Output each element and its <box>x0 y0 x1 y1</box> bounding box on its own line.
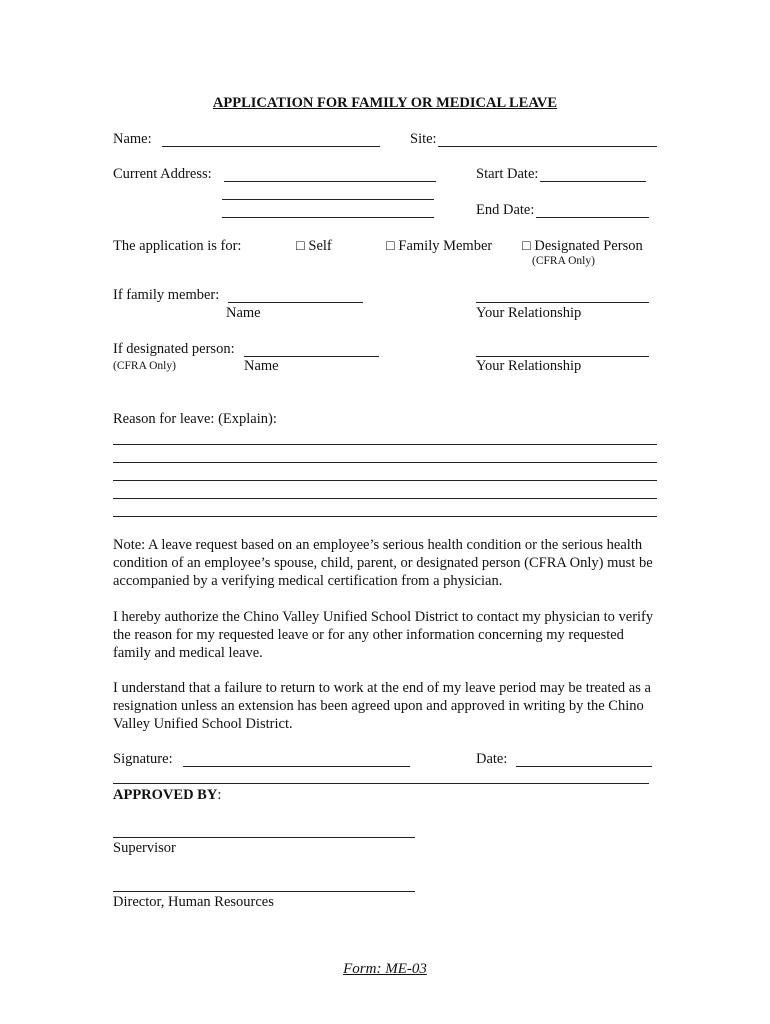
end-date-field[interactable] <box>536 217 649 218</box>
approved-by-colon: : <box>217 787 222 803</box>
name-field[interactable] <box>162 146 380 147</box>
designated-cfra-note: (CFRA Only) <box>113 360 176 372</box>
name-label: Name: <box>113 131 152 147</box>
approved-by-heading <box>113 788 221 803</box>
director-signature-line[interactable] <box>113 891 415 892</box>
reason-line[interactable] <box>113 516 657 517</box>
checkbox-icon[interactable]: □ <box>386 238 395 254</box>
checkbox-icon[interactable]: □ <box>296 238 305 254</box>
director-caption: Director, Human Resources <box>113 894 274 910</box>
family-member-name-caption: Name <box>226 305 261 321</box>
reason-line[interactable] <box>113 480 657 481</box>
option-family-member[interactable] <box>386 239 492 254</box>
reason-label: Reason for leave: (Explain): <box>113 411 277 427</box>
reason-line[interactable] <box>113 462 657 463</box>
reason-line[interactable] <box>113 498 657 499</box>
checkbox-icon[interactable]: □ <box>522 238 531 254</box>
end-date-label: End Date: <box>476 202 535 218</box>
designated-person-relationship-field[interactable] <box>476 356 649 357</box>
understand-paragraph: I understand that a failure to return to work at the end of my leave period may be treated as a resignation unless an extension has been agreed upon and approved in writing by the Chino Valley Unified School District. <box>113 680 651 732</box>
date-label: Date: <box>476 751 508 767</box>
family-member-relationship-caption: Your Relationship <box>476 305 582 321</box>
address-line-2[interactable] <box>222 199 434 200</box>
option-self[interactable] <box>296 239 332 254</box>
reason-line[interactable] <box>113 444 657 445</box>
form-id: Form: ME-03 <box>343 961 427 977</box>
approved-by-text: APPROVED BY <box>113 787 218 803</box>
option-family-member-label: Family Member <box>398 238 493 254</box>
designated-person-name-caption: Name <box>244 358 279 374</box>
divider <box>113 783 649 784</box>
site-label: Site: <box>410 131 437 147</box>
designated-person-name-field[interactable] <box>244 356 379 357</box>
option-self-label: Self <box>308 238 332 254</box>
start-date-field[interactable] <box>540 181 646 182</box>
date-field[interactable] <box>516 766 652 767</box>
supervisor-signature-line[interactable] <box>113 837 415 838</box>
family-member-relationship-field[interactable] <box>476 302 649 303</box>
designated-person-label: If designated person: <box>113 341 235 357</box>
site-field[interactable] <box>438 146 657 147</box>
current-address-label: Current Address: <box>113 166 212 182</box>
supervisor-caption: Supervisor <box>113 840 176 856</box>
address-line-3[interactable] <box>222 217 434 218</box>
cfra-only-note: (CFRA Only) <box>532 255 595 267</box>
family-member-label: If family member: <box>113 287 220 303</box>
authorize-paragraph: I hereby authorize the Chino Valley Unified School District to contact my physician to verify the reason for my requested leave or for any other information concerning my requested family and medical leave. <box>113 609 654 661</box>
start-date-label: Start Date: <box>476 166 539 182</box>
application-for-label: The application is for: <box>113 238 242 254</box>
signature-field[interactable] <box>183 766 410 767</box>
page-title: APPLICATION FOR FAMILY OR MEDICAL LEAVE <box>212 95 558 111</box>
family-member-name-field[interactable] <box>228 302 363 303</box>
option-designated-person-label: Designated Person <box>534 238 643 254</box>
designated-person-relationship-caption: Your Relationship <box>476 358 582 374</box>
note-paragraph: Note: A leave request based on an employee’s serious health condition or the serious health condition of an employee’s spouse, child, parent, or designated person (CFRA Only) must be accompanied by a verifying medical certification from a physician. <box>113 537 653 589</box>
address-line-1[interactable] <box>224 181 436 182</box>
signature-label: Signature: <box>113 751 173 767</box>
option-designated-person[interactable] <box>522 239 643 254</box>
